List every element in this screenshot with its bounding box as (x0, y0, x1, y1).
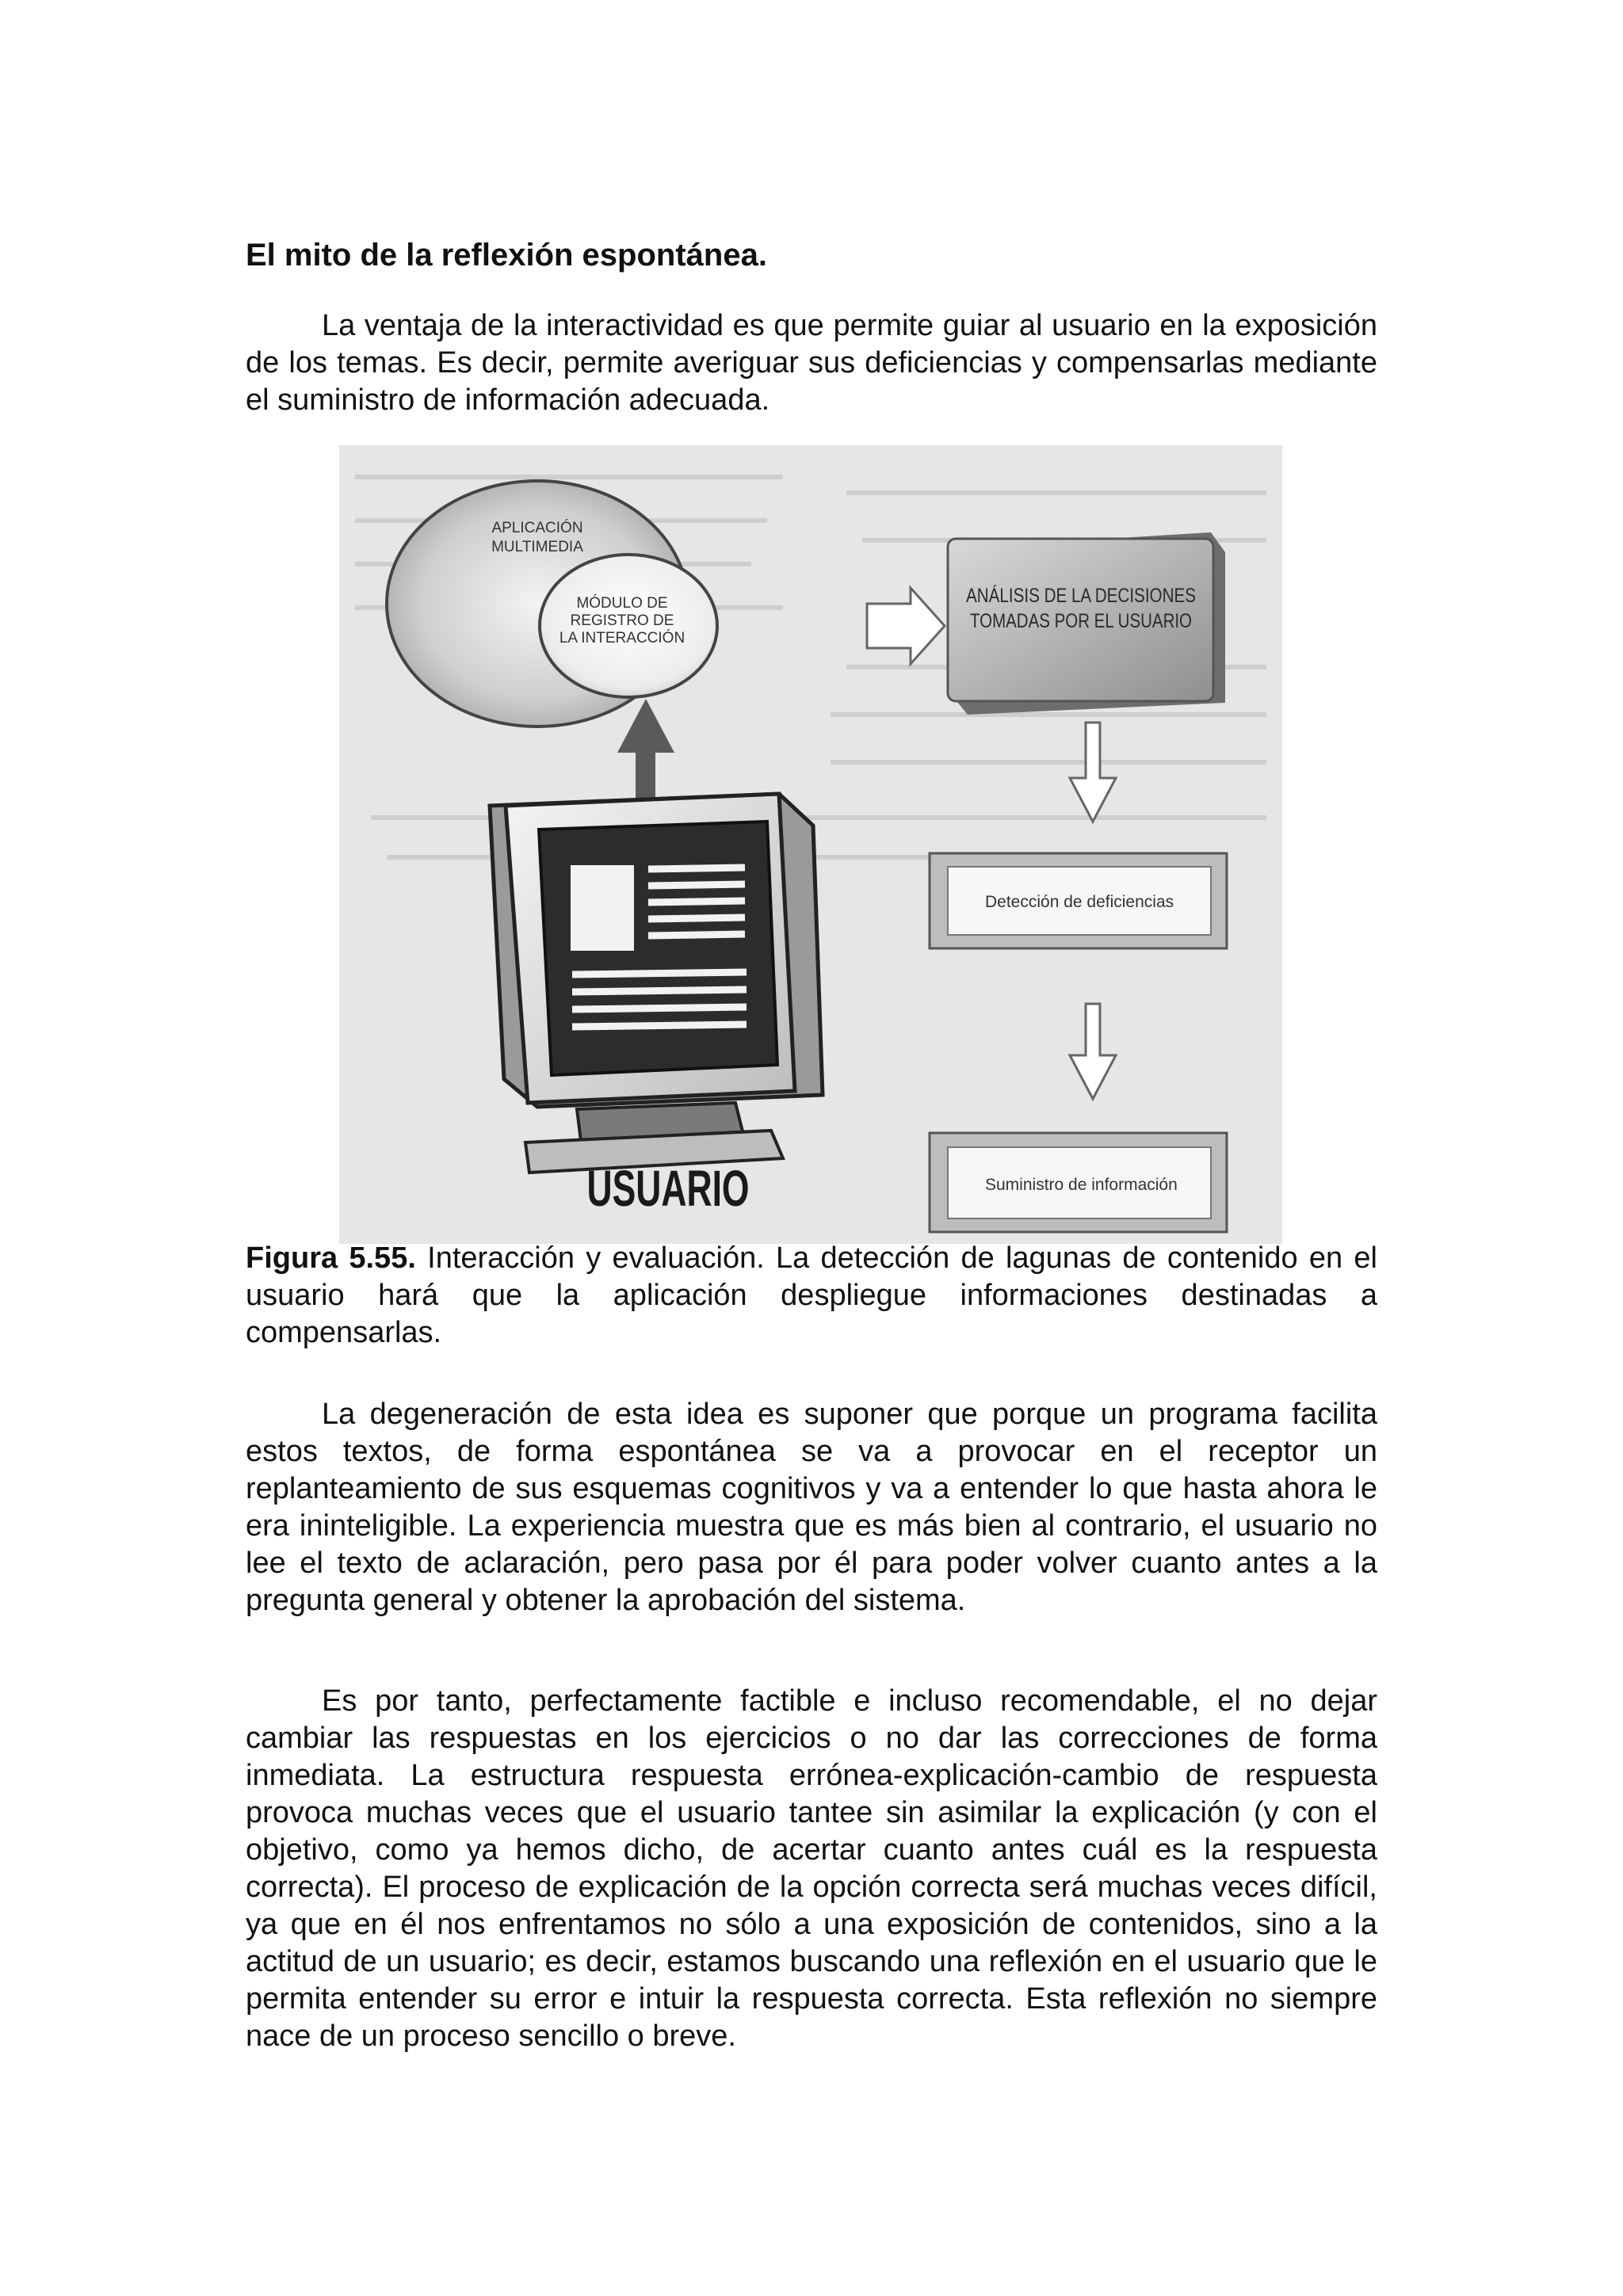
analysis-box-label-line1: ANÁLISIS DE LA DECISIONES (966, 585, 1245, 607)
supply-box-label: Suministro de información (985, 1176, 1178, 1194)
figure-caption (246, 1240, 1377, 1352)
outer-ellipse-label-line2: MULTIMEDIA (491, 539, 583, 555)
figure-interaction-diagram (339, 445, 1282, 1244)
analysis-box-label-line2: TOMADAS POR EL USUARIO (970, 610, 1192, 632)
detection-box-label: Detección de deficiencias (985, 893, 1174, 911)
paragraph-recommendation: Es por tanto, perfectamente factible e incluso recomendable, el no dejar cambiar las respuestas en los ejercicios o no dar las correcciones de forma inmediata. La estructura respuesta errónea-explicación-cambio de respuesta provoca muchas veces que el usuario tantee sin asimilar la explicación (y con el objetivo, como ya hemos dicho, de acertar cuanto antes cuál es la respuesta correcta). El proceso de explicación de la opción correcta será muchas veces difícil, ya que en él nos enfrentamos no sólo a una exposición de contenidos, sino a la actitud de un usuario; es decir, estamos buscando una reflexión en el usuario que le permita entender su error e intuir la respuesta correcta. Esta reflexión no siempre nace de un proceso sencillo o breve. (246, 1684, 1377, 2053)
user-label: USUARIO (586, 1160, 750, 1217)
diagram-svg (339, 445, 1282, 1244)
figure-caption-text: Interacción y evaluación. La detección de lagunas de contenido en el usuario hará que la aplicación despliegue informaciones destinadas a compensarlas. (246, 1241, 1377, 1349)
paragraph-intro: La ventaja de la interactividad es que permite guiar al usuario en la exposición de los temas. Es decir, permite averiguar sus deficiencias y compensarlas mediante el suministro de información adecuada. (246, 309, 1377, 417)
monitor-window-icon (571, 865, 634, 951)
outer-ellipse-label-line1: APLICACIÓN (491, 520, 583, 536)
figure-caption-label: Figura 5.55. (246, 1241, 416, 1275)
paragraph-degeneration: La degeneración de esta idea es suponer que porque un programa facilita estos textos, de forma espontánea se va a provocar en el receptor un replanteamiento de sus esquemas cognitivos y va a entender lo que hasta ahora le era ininteligible. La experiencia muestra que es más bien al contrario, el usuario no lee el texto de aclaración, pero pasa por él para poder volver cuanto antes a la pregunta general y obtener la aprobación del sistema. (246, 1398, 1377, 1617)
inner-ellipse-label-line1: MÓDULO DE (576, 595, 668, 612)
section-title: El mito de la reflexión espontánea. (246, 238, 767, 273)
inner-ellipse-label-line3: LA INTERACCIÓN (559, 630, 685, 646)
inner-ellipse-label-line2: REGISTRO DE (570, 612, 674, 629)
